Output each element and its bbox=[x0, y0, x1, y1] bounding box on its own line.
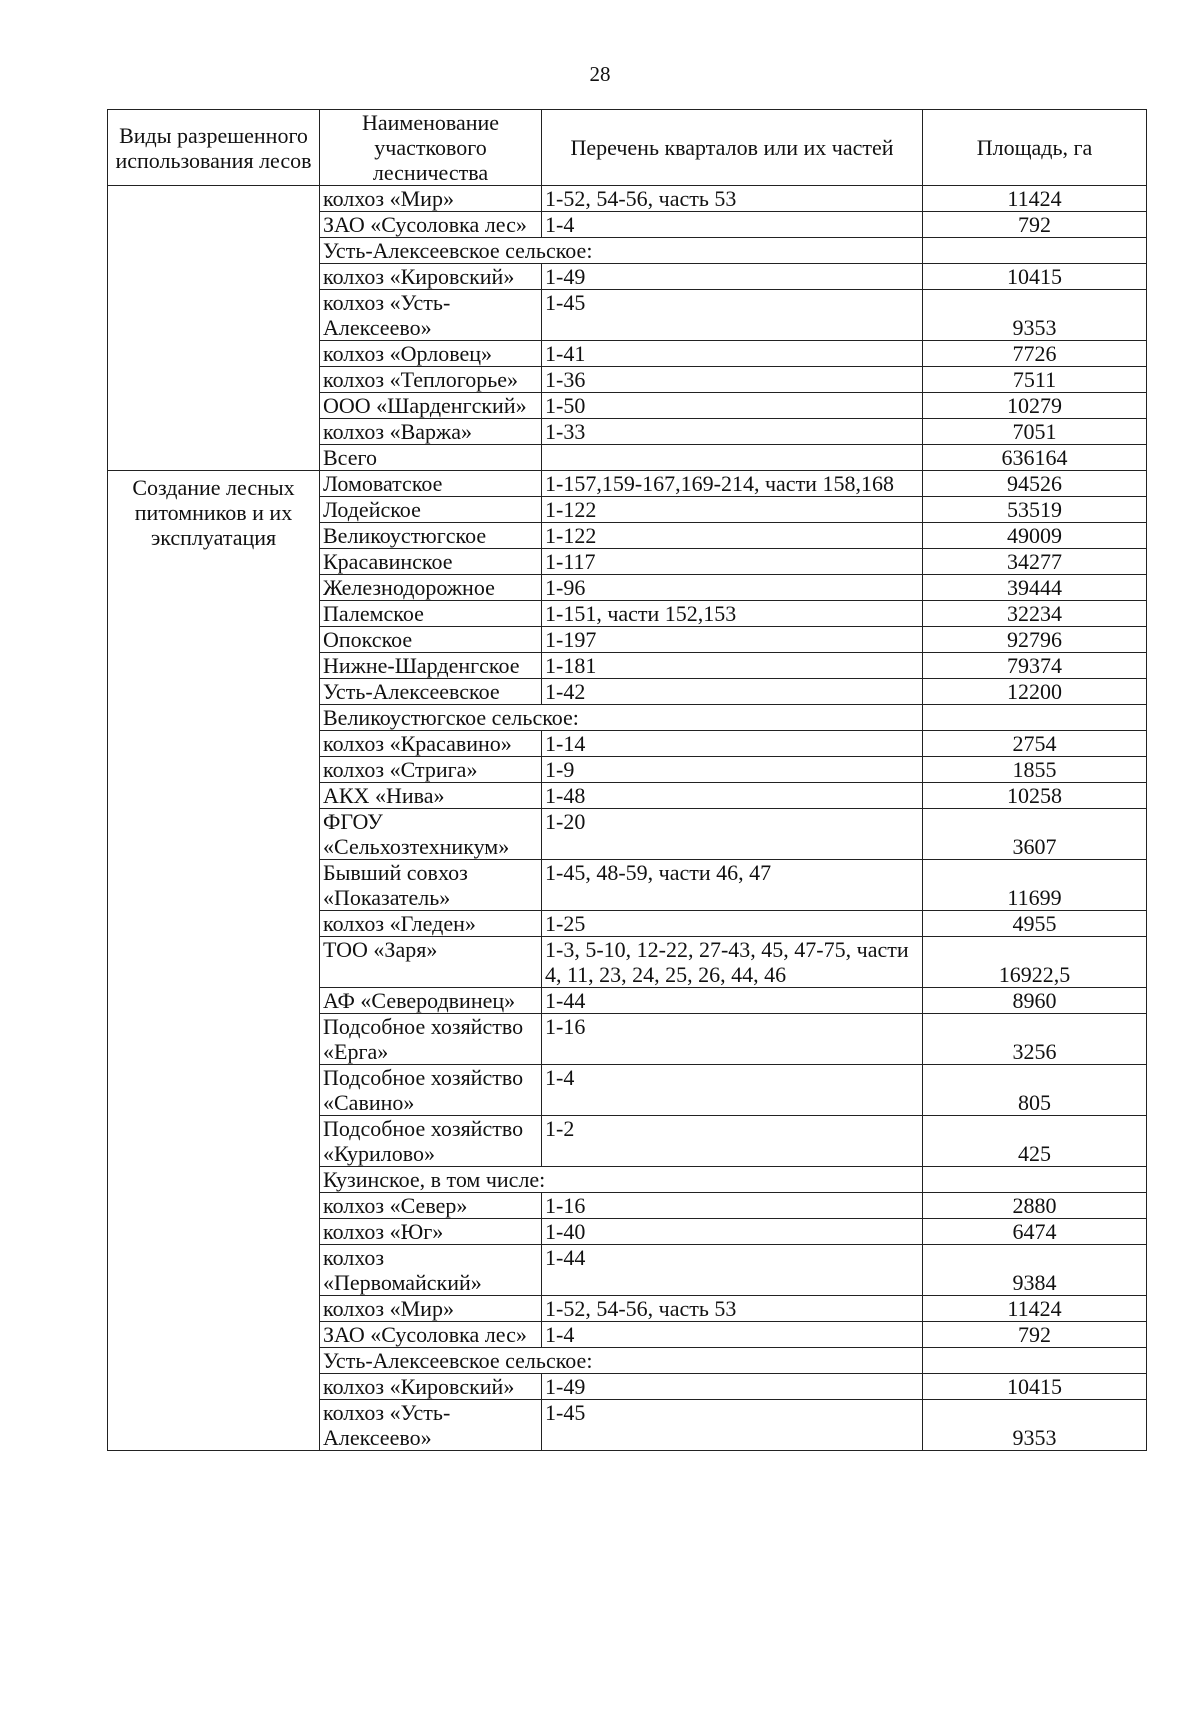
area-cell bbox=[923, 705, 1147, 731]
quarters-cell: 1-122 bbox=[542, 497, 923, 523]
quarters-cell: 1-45 bbox=[542, 290, 923, 341]
area-cell: 792 bbox=[923, 1322, 1147, 1348]
area-cell: 636164 bbox=[923, 445, 1147, 471]
quarters-cell: 1-44 bbox=[542, 988, 923, 1014]
forestry-name-cell: Ломоватское bbox=[320, 471, 542, 497]
forestry-name-cell: колхоз «Усть-Алексеево» bbox=[320, 1400, 542, 1451]
quarters-cell: 1-16 bbox=[542, 1193, 923, 1219]
forestry-name-cell: Усть-Алексеевское bbox=[320, 679, 542, 705]
area-cell: 1855 bbox=[923, 757, 1147, 783]
quarters-cell: 1-50 bbox=[542, 393, 923, 419]
quarters-cell: 1-42 bbox=[542, 679, 923, 705]
subgroup-heading: Усть-Алексеевское сельское: bbox=[320, 1348, 923, 1374]
forestry-name-cell: Подсобное хозяйство «Ерга» bbox=[320, 1014, 542, 1065]
forestry-name-cell: АФ «Северодвинец» bbox=[320, 988, 542, 1014]
forestry-name-cell: Подсобное хозяйство «Курилово» bbox=[320, 1116, 542, 1167]
header-area: Площадь, га bbox=[923, 110, 1147, 186]
quarters-cell: 1-4 bbox=[542, 1065, 923, 1116]
quarters-cell: 1-117 bbox=[542, 549, 923, 575]
area-cell: 39444 bbox=[923, 575, 1147, 601]
quarters-cell: 1-49 bbox=[542, 1374, 923, 1400]
forestry-name-cell: ЗАО «Сусоловка лес» bbox=[320, 212, 542, 238]
forestry-name-cell: колхоз «Орловец» bbox=[320, 341, 542, 367]
area-cell: 49009 bbox=[923, 523, 1147, 549]
forestry-name-cell: ТОО «Заря» bbox=[320, 937, 542, 988]
header-usage-type: Виды разрешенного использования лесов bbox=[108, 110, 320, 186]
quarters-cell: 1-2 bbox=[542, 1116, 923, 1167]
quarters-cell: 1-48 bbox=[542, 783, 923, 809]
forestry-name-cell: колхоз «Первомайский» bbox=[320, 1245, 542, 1296]
quarters-cell: 1-41 bbox=[542, 341, 923, 367]
area-cell: 7726 bbox=[923, 341, 1147, 367]
table-row bbox=[108, 471, 1147, 497]
forestry-name-cell: Красавинское bbox=[320, 549, 542, 575]
area-cell: 92796 bbox=[923, 627, 1147, 653]
area-cell: 11699 bbox=[923, 860, 1147, 911]
quarters-cell: 1-157,159-167,169-214, части 158,168 bbox=[542, 471, 923, 497]
area-cell: 425 bbox=[923, 1116, 1147, 1167]
subgroup-heading: Великоустюгское сельское: bbox=[320, 705, 923, 731]
area-cell: 7511 bbox=[923, 367, 1147, 393]
quarters-cell: 1-45, 48-59, части 46, 47 bbox=[542, 860, 923, 911]
forestry-name-cell: Железнодорожное bbox=[320, 575, 542, 601]
forestry-name-cell: колхоз «Юг» bbox=[320, 1219, 542, 1245]
forestry-name-cell: Лодейское bbox=[320, 497, 542, 523]
forestry-name-cell: колхоз «Север» bbox=[320, 1193, 542, 1219]
area-cell: 16922,5 bbox=[923, 937, 1147, 988]
forestry-name-cell: колхоз «Теплогорье» bbox=[320, 367, 542, 393]
forestry-name-cell: АКХ «Нива» bbox=[320, 783, 542, 809]
area-cell: 2754 bbox=[923, 731, 1147, 757]
forestry-name-cell: ООО «Шарденгский» bbox=[320, 393, 542, 419]
quarters-cell: 1-52, 54-56, часть 53 bbox=[542, 186, 923, 212]
quarters-cell: 1-44 bbox=[542, 1245, 923, 1296]
forestry-name-cell: колхоз «Гледен» bbox=[320, 911, 542, 937]
forestry-name-cell: колхоз «Усть-Алексеево» bbox=[320, 290, 542, 341]
forestry-name-cell: Палемское bbox=[320, 601, 542, 627]
area-cell: 805 bbox=[923, 1065, 1147, 1116]
area-cell: 7051 bbox=[923, 419, 1147, 445]
quarters-cell: 1-36 bbox=[542, 367, 923, 393]
forestry-name-cell: колхоз «Кировский» bbox=[320, 264, 542, 290]
quarters-cell: 1-4 bbox=[542, 1322, 923, 1348]
area-cell: 3256 bbox=[923, 1014, 1147, 1065]
quarters-cell: 1-3, 5-10, 12-22, 27-43, 45, 47-75, части 4, 11, 23, 24, 25, 26, 44, 46 bbox=[542, 937, 923, 988]
quarters-cell: 1-122 bbox=[542, 523, 923, 549]
area-cell: 34277 bbox=[923, 549, 1147, 575]
area-cell: 10258 bbox=[923, 783, 1147, 809]
area-cell: 11424 bbox=[923, 186, 1147, 212]
quarters-cell: 1-45 bbox=[542, 1400, 923, 1451]
area-cell: 10415 bbox=[923, 1374, 1147, 1400]
quarters-cell: 1-20 bbox=[542, 809, 923, 860]
forestry-name-cell: Опокское bbox=[320, 627, 542, 653]
quarters-cell: 1-16 bbox=[542, 1014, 923, 1065]
quarters-cell bbox=[542, 445, 923, 471]
header-forestry-name: Наименование участкового лесничества bbox=[320, 110, 542, 186]
subgroup-heading: Кузинское, в том числе: bbox=[320, 1167, 923, 1193]
quarters-cell: 1-151, части 152,153 bbox=[542, 601, 923, 627]
area-cell: 3607 bbox=[923, 809, 1147, 860]
quarters-cell: 1-40 bbox=[542, 1219, 923, 1245]
area-cell bbox=[923, 1167, 1147, 1193]
forest-use-table bbox=[107, 109, 1147, 1451]
area-cell: 9353 bbox=[923, 1400, 1147, 1451]
page-number: 28 bbox=[589, 62, 611, 86]
forestry-name-cell: колхоз «Кировский» bbox=[320, 1374, 542, 1400]
table-body bbox=[108, 186, 1147, 1451]
forestry-name-cell: колхоз «Варжа» bbox=[320, 419, 542, 445]
area-cell: 9384 bbox=[923, 1245, 1147, 1296]
forestry-name-cell: Нижне-Шарденгское bbox=[320, 653, 542, 679]
table-row bbox=[108, 186, 1147, 212]
area-cell: 9353 bbox=[923, 290, 1147, 341]
area-cell: 79374 bbox=[923, 653, 1147, 679]
quarters-cell: 1-9 bbox=[542, 757, 923, 783]
forestry-name-cell: Подсобное хозяйство «Савино» bbox=[320, 1065, 542, 1116]
forestry-name-cell: Великоустюгское bbox=[320, 523, 542, 549]
quarters-cell: 1-181 bbox=[542, 653, 923, 679]
area-cell: 11424 bbox=[923, 1296, 1147, 1322]
header-quarters-list: Перечень кварталов или их частей bbox=[542, 110, 923, 186]
area-cell: 10415 bbox=[923, 264, 1147, 290]
quarters-cell: 1-4 bbox=[542, 212, 923, 238]
area-cell: 2880 bbox=[923, 1193, 1147, 1219]
area-cell: 6474 bbox=[923, 1219, 1147, 1245]
quarters-cell: 1-25 bbox=[542, 911, 923, 937]
forestry-name-cell: колхоз «Стрига» bbox=[320, 757, 542, 783]
usage-type-cell: Создание лесных питомников и их эксплуатация bbox=[108, 471, 320, 1451]
quarters-cell: 1-96 bbox=[542, 575, 923, 601]
area-cell bbox=[923, 1348, 1147, 1374]
area-cell: 8960 bbox=[923, 988, 1147, 1014]
quarters-cell: 1-52, 54-56, часть 53 bbox=[542, 1296, 923, 1322]
quarters-cell: 1-49 bbox=[542, 264, 923, 290]
area-cell: 53519 bbox=[923, 497, 1147, 523]
area-cell: 4955 bbox=[923, 911, 1147, 937]
forestry-name-cell: Всего bbox=[320, 445, 542, 471]
forestry-name-cell: ЗАО «Сусоловка лес» bbox=[320, 1322, 542, 1348]
area-cell: 10279 bbox=[923, 393, 1147, 419]
quarters-cell: 1-14 bbox=[542, 731, 923, 757]
usage-type-cell bbox=[108, 186, 320, 471]
subgroup-heading: Усть-Алексеевское сельское: bbox=[320, 238, 923, 264]
forestry-name-cell: колхоз «Мир» bbox=[320, 1296, 542, 1322]
area-cell: 792 bbox=[923, 212, 1147, 238]
quarters-cell: 1-197 bbox=[542, 627, 923, 653]
forestry-name-cell: Бывший совхоз «Показатель» bbox=[320, 860, 542, 911]
forestry-name-cell: колхоз «Мир» bbox=[320, 186, 542, 212]
area-cell bbox=[923, 238, 1147, 264]
area-cell: 12200 bbox=[923, 679, 1147, 705]
table-header-row bbox=[108, 110, 1147, 186]
forestry-name-cell: ФГОУ «Сельхозтехникум» bbox=[320, 809, 542, 860]
area-cell: 94526 bbox=[923, 471, 1147, 497]
area-cell: 32234 bbox=[923, 601, 1147, 627]
quarters-cell: 1-33 bbox=[542, 419, 923, 445]
forestry-name-cell: колхоз «Красавино» bbox=[320, 731, 542, 757]
